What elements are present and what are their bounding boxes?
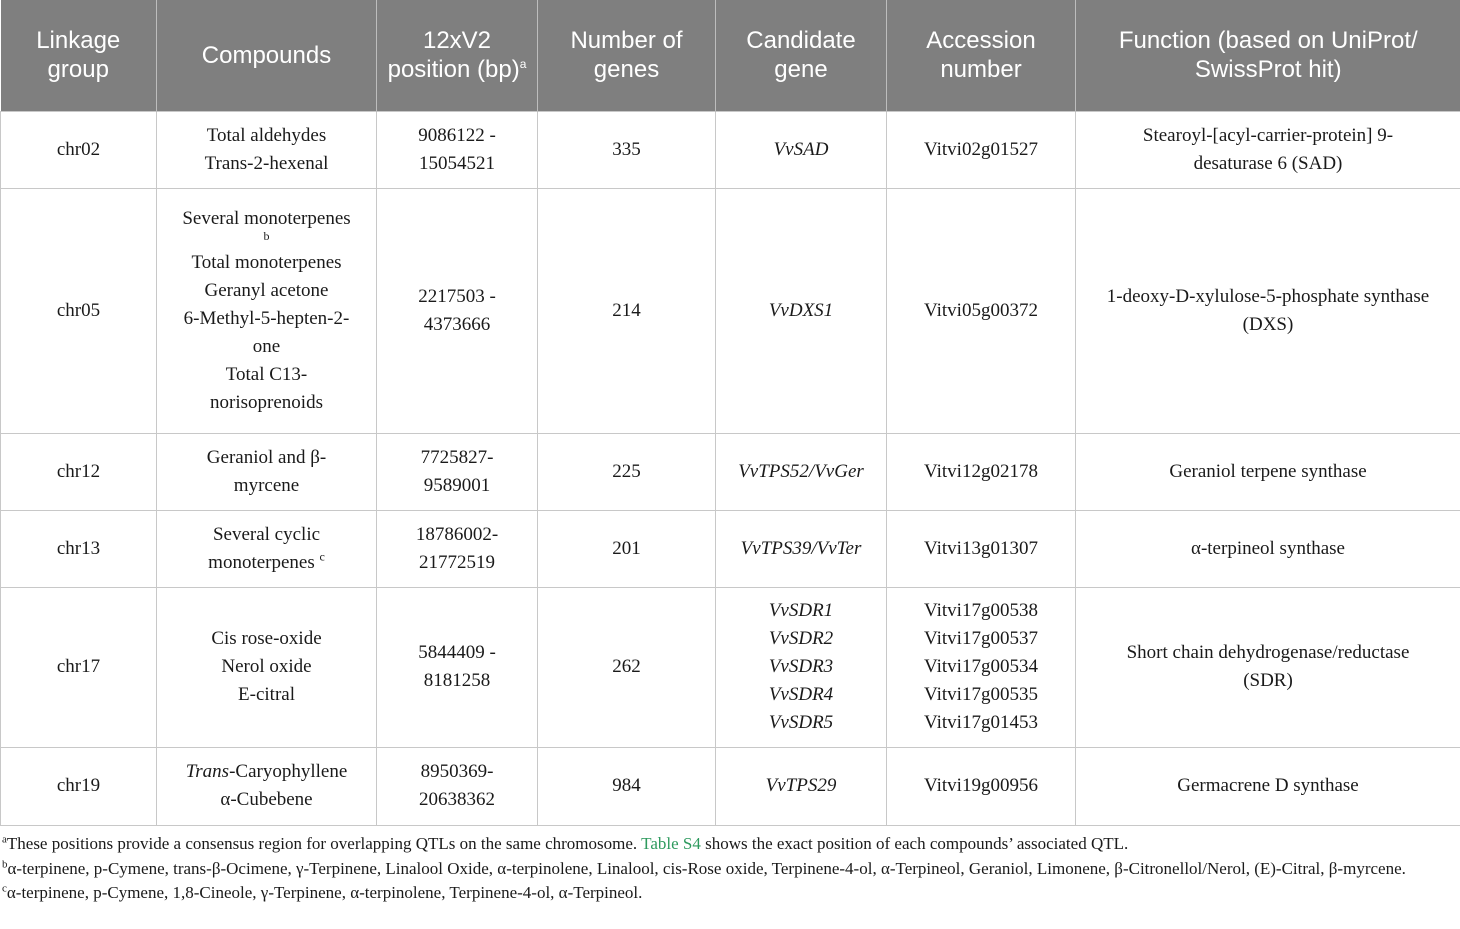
table-row <box>1 433 1460 510</box>
cell-genes: 335 <box>538 111 716 188</box>
compound: Total aldehydes <box>206 124 327 146</box>
compound: E-citral <box>238 684 295 705</box>
footnote-text: shows the exact position of each compounds’ associated QTL. <box>700 834 1129 853</box>
function-text: Short chain dehydrogenase/reductase <box>1126 642 1410 663</box>
cell-linkage: chr05 <box>1 188 157 433</box>
cell-accession <box>887 433 1076 510</box>
cell-genes: 984 <box>538 747 716 825</box>
header-position-footnote-mark: a <box>519 57 527 72</box>
cell-genes: 262 <box>538 587 716 747</box>
compound: Several monoterpenes <box>182 207 351 229</box>
compound-mixed <box>165 758 368 786</box>
compound: norisoprenoids <box>210 391 323 413</box>
cell-position <box>377 188 538 433</box>
cell-position <box>377 510 538 587</box>
accession-id: Vitvi05g00372 <box>924 299 1038 321</box>
header-function: Function (based on UniProt/ SwissProt hit) <box>1076 0 1460 111</box>
candidate-gene: VvSDR2 <box>768 628 834 649</box>
footnote-a <box>2 832 1458 857</box>
position-start: 18786002- <box>415 523 499 545</box>
table-row <box>1 510 1460 587</box>
table-s4-link[interactable]: Table S4 <box>641 834 701 853</box>
cell-position <box>377 111 538 188</box>
accession-id: Vitvi02g01527 <box>924 138 1038 160</box>
cell-linkage: chr02 <box>1 111 157 188</box>
compound: Total C13- <box>225 363 308 385</box>
cell-candidate <box>716 587 887 747</box>
cell-accession <box>887 510 1076 587</box>
function-text: Geraniol terpene synthase <box>1169 460 1367 482</box>
footnote-b <box>2 857 1458 882</box>
header-number-of-genes: Number of genes <box>538 0 716 111</box>
footnote-mark: b <box>2 857 8 870</box>
function-text: Stearoyl-[acyl-carrier-protein] 9- <box>1142 124 1394 146</box>
candidate-gene: VvSAD <box>773 138 829 160</box>
compound: myrcene <box>233 474 300 496</box>
position-end: 20638362 <box>419 789 495 810</box>
cell-position <box>377 433 538 510</box>
function-text: desaturase 6 (SAD) <box>1193 152 1343 174</box>
compound: Nerol oxide <box>221 656 312 677</box>
candidate-gene: VvSDR4 <box>768 684 834 705</box>
position-end: 21772519 <box>419 551 495 573</box>
footnote-text: α-terpinene, p-Cymene, 1,8-Cineole, γ-Terpinene, α-terpinolene, Terpinene-4-ol, α-Terpineol. <box>6 883 643 902</box>
candidate-gene: VvSDR5 <box>768 712 834 733</box>
function-text: Germacrene D synthase <box>1177 775 1359 796</box>
cell-position <box>377 747 538 825</box>
function-text: (DXS) <box>1242 313 1294 335</box>
cell-function <box>1076 111 1460 188</box>
cell-position <box>377 587 538 747</box>
table-row <box>1 747 1460 825</box>
compound: Cis rose-oxide <box>211 628 322 649</box>
footnote-c <box>2 881 1458 906</box>
cell-compounds <box>157 587 377 747</box>
table-row <box>1 111 1460 188</box>
cell-compounds <box>157 111 377 188</box>
cell-compounds <box>157 510 377 587</box>
footnote-text: These positions provide a consensus region for overlapping QTLs on the same chromosome. <box>6 834 642 853</box>
position-start: 8950369- <box>420 761 494 782</box>
compound-rest: -Caryophyllene <box>229 761 348 782</box>
footnote-mark: a <box>2 833 7 846</box>
cell-candidate <box>716 111 887 188</box>
cell-compounds <box>157 433 377 510</box>
cell-compounds <box>157 747 377 825</box>
compound: 6-Methyl-5-hepten-2- <box>183 307 350 329</box>
position-start: 5844409 - <box>418 642 496 663</box>
compound: Geranyl acetone <box>204 279 329 301</box>
cell-genes: 214 <box>538 188 716 433</box>
cell-candidate <box>716 188 887 433</box>
table-footnotes <box>2 832 1458 906</box>
cell-function <box>1076 587 1460 747</box>
position-end: 8181258 <box>423 670 491 691</box>
cell-linkage: chr13 <box>1 510 157 587</box>
table-row <box>1 587 1460 747</box>
cell-genes: 201 <box>538 510 716 587</box>
candidate-gene: VvTPS29 <box>765 775 837 796</box>
accession-id: Vitvi17g00535 <box>924 684 1038 705</box>
compound: Several cyclic <box>212 523 321 545</box>
position-end: 4373666 <box>423 313 491 335</box>
compound-footnote-mark: b <box>263 228 270 243</box>
footnote-text: α-terpinene, p-Cymene, trans-β-Ocimene, γ-Terpinene, Linalool Oxide, α-terpinolene, Linalool, cis-Rose oxide, Terpinene-4-ol, α-Terpineol, Geraniol, Limonene, β-Citronellol/Nerol, (E)-Citral, β-myrcene. <box>7 858 1406 878</box>
compound: Total monoterpenes <box>191 251 342 273</box>
compound-italic-prefix: Trans <box>185 761 230 782</box>
candidate-gene: VvTPS39/VvTer <box>740 537 862 559</box>
cell-function <box>1076 188 1460 433</box>
accession-id: Vitvi19g00956 <box>924 775 1038 796</box>
candidate-gene: VvDXS1 <box>768 299 834 321</box>
compound: Geraniol and β- <box>206 446 327 468</box>
cell-accession <box>887 111 1076 188</box>
header-compounds: Compounds <box>157 0 377 111</box>
compound-footnote-mark: c <box>319 549 325 564</box>
cell-candidate <box>716 433 887 510</box>
accession-id: Vitvi17g00538 <box>924 600 1038 621</box>
header-candidate-gene: Candidate gene <box>716 0 887 111</box>
position-end: 15054521 <box>419 152 495 174</box>
cell-candidate <box>716 747 887 825</box>
compound: α-Cubebene <box>220 789 313 810</box>
cell-function <box>1076 433 1460 510</box>
accession-id: Vitvi17g00537 <box>924 628 1038 649</box>
cell-linkage: chr19 <box>1 747 157 825</box>
cell-compounds <box>157 188 377 433</box>
footnote-mark: c <box>2 882 7 895</box>
candidate-gene: VvSDR1 <box>768 600 834 621</box>
candidate-gene: VvTPS52/VvGer <box>738 460 864 482</box>
cell-genes: 225 <box>538 433 716 510</box>
cell-accession <box>887 747 1076 825</box>
compound: Trans-2-hexenal <box>204 152 329 174</box>
cell-accession <box>887 587 1076 747</box>
cell-linkage: chr12 <box>1 433 157 510</box>
compound: one <box>252 335 281 357</box>
position-end: 9589001 <box>423 474 491 496</box>
cell-function <box>1076 510 1460 587</box>
accession-id: Vitvi17g00534 <box>924 656 1038 677</box>
cell-function <box>1076 747 1460 825</box>
header-position <box>377 0 538 111</box>
cell-candidate <box>716 510 887 587</box>
compound-with-mark <box>165 549 368 577</box>
function-text: 1-deoxy-D-xylulose-5-phosphate synthase <box>1106 285 1430 307</box>
accession-id: Vitvi13g01307 <box>924 537 1038 559</box>
cell-accession <box>887 188 1076 433</box>
function-text: (SDR) <box>1243 670 1293 691</box>
accession-id: Vitvi12g02178 <box>924 460 1038 482</box>
header-accession-number: Accession number <box>887 0 1076 111</box>
function-text: α-terpineol synthase <box>1191 537 1345 559</box>
position-start: 9086122 - <box>418 124 496 146</box>
candidate-gene: VvSDR3 <box>768 656 834 677</box>
cell-linkage: chr17 <box>1 587 157 747</box>
position-start: 7725827- <box>420 446 494 468</box>
header-linkage-group: Linkage group <box>1 0 157 111</box>
header-position-label: 12xV2 position (bp) <box>387 27 520 84</box>
header-row <box>1 0 1460 111</box>
compound: monoterpenes <box>208 551 315 573</box>
table-row <box>1 188 1460 433</box>
position-start: 2217503 - <box>418 285 496 307</box>
accession-id: Vitvi17g01453 <box>924 712 1038 733</box>
